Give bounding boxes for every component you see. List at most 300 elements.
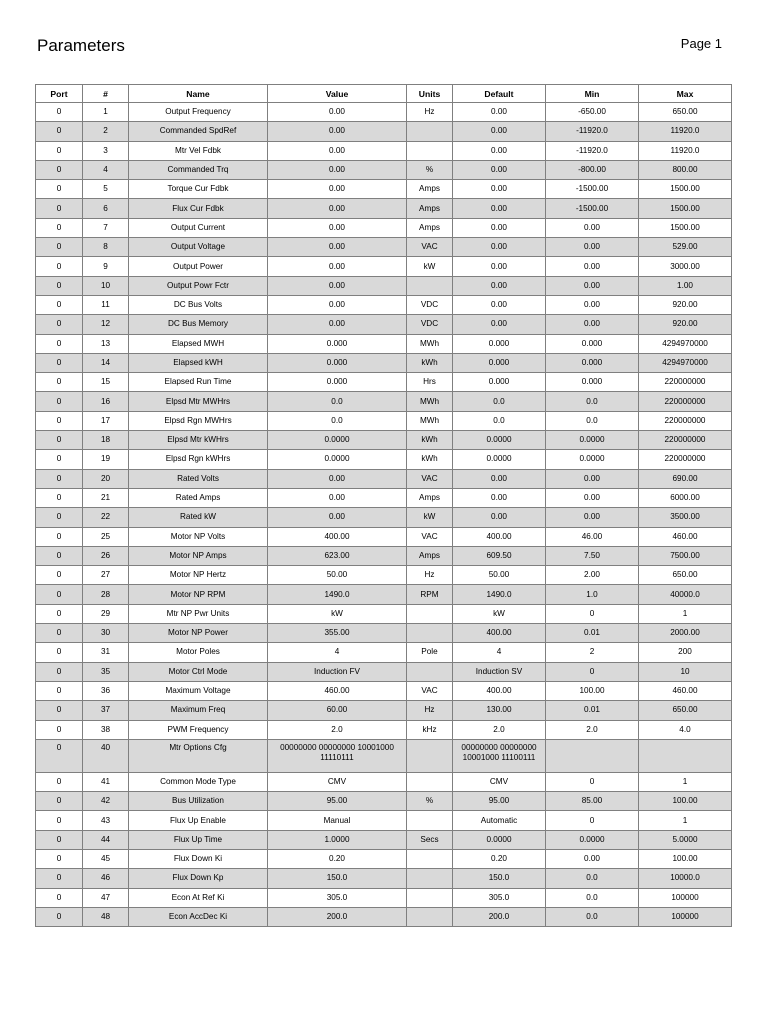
- cell-default: 0.00: [453, 469, 546, 488]
- cell-units: MWh: [407, 392, 453, 411]
- cell-min: 0.000: [546, 353, 639, 372]
- cell-max: 220000000: [639, 411, 732, 430]
- table-row: [36, 315, 732, 334]
- cell-min: 85.00: [546, 792, 639, 811]
- table-row: [36, 411, 732, 430]
- cell-value: 95.00: [268, 792, 407, 811]
- cell-port: 0: [36, 849, 83, 868]
- cell-port: 0: [36, 160, 83, 179]
- cell-value: 200.0: [268, 907, 407, 926]
- cell-min: 2: [546, 643, 639, 662]
- cell-default: 95.00: [453, 792, 546, 811]
- cell-units: kW: [407, 257, 453, 276]
- cell-name: Common Mode Type: [129, 772, 268, 791]
- cell-default: 0.00: [453, 122, 546, 141]
- cell-units: [407, 122, 453, 141]
- table-row: [36, 527, 732, 546]
- cell-default: 00000000 00000000 10001000 11100111: [453, 739, 546, 772]
- table-row: [36, 450, 732, 469]
- cell-number: 36: [83, 681, 129, 700]
- cell-port: 0: [36, 888, 83, 907]
- cell-name: Elapsed MWH: [129, 334, 268, 353]
- cell-max: 4.0: [639, 720, 732, 739]
- cell-units: kW: [407, 508, 453, 527]
- cell-number: 25: [83, 527, 129, 546]
- table-header-row: [36, 85, 732, 103]
- cell-min: 0.0: [546, 411, 639, 430]
- table-row: [36, 276, 732, 295]
- cell-units: Amps: [407, 488, 453, 507]
- cell-default: 0.000: [453, 373, 546, 392]
- page-title: Parameters: [37, 36, 125, 55]
- cell-name: Motor NP RPM: [129, 585, 268, 604]
- cell-units: kWh: [407, 353, 453, 372]
- cell-name: Elpsd Rgn kWHrs: [129, 450, 268, 469]
- cell-max: 11920.0: [639, 122, 732, 141]
- cell-max: 690.00: [639, 469, 732, 488]
- cell-port: 0: [36, 392, 83, 411]
- cell-value: kW: [268, 604, 407, 623]
- cell-port: 0: [36, 488, 83, 507]
- cell-default: 400.00: [453, 527, 546, 546]
- cell-port: 0: [36, 199, 83, 218]
- cell-min: 0.000: [546, 373, 639, 392]
- cell-value: 305.0: [268, 888, 407, 907]
- cell-default: 0.0000: [453, 431, 546, 450]
- cell-default: 0.00: [453, 315, 546, 334]
- cell-port: 0: [36, 624, 83, 643]
- cell-default: 0.0: [453, 411, 546, 430]
- cell-min: 0.000: [546, 334, 639, 353]
- cell-max: 800.00: [639, 160, 732, 179]
- cell-value: 0.00: [268, 295, 407, 314]
- table-row: [36, 907, 732, 926]
- table-row: [36, 888, 732, 907]
- cell-max: 220000000: [639, 392, 732, 411]
- cell-units: VAC: [407, 681, 453, 700]
- cell-port: 0: [36, 373, 83, 392]
- cell-number: 12: [83, 315, 129, 334]
- cell-name: Flux Up Time: [129, 830, 268, 849]
- cell-value: 623.00: [268, 546, 407, 565]
- cell-name: DC Bus Memory: [129, 315, 268, 334]
- cell-default: 0.20: [453, 849, 546, 868]
- cell-name: Output Voltage: [129, 238, 268, 257]
- cell-name: Flux Down Kp: [129, 869, 268, 888]
- table-row: [36, 624, 732, 643]
- table-row: [36, 604, 732, 623]
- cell-units: Hz: [407, 103, 453, 122]
- cell-name: Commanded SpdRef: [129, 122, 268, 141]
- table-row: [36, 238, 732, 257]
- cell-units: [407, 604, 453, 623]
- cell-number: 43: [83, 811, 129, 830]
- cell-number: 15: [83, 373, 129, 392]
- cell-value: 1490.0: [268, 585, 407, 604]
- cell-units: [407, 141, 453, 160]
- cell-default: 0.00: [453, 276, 546, 295]
- table-row: [36, 662, 732, 681]
- cell-name: Econ AccDec Ki: [129, 907, 268, 926]
- cell-max: 4294970000: [639, 353, 732, 372]
- cell-max: 7500.00: [639, 546, 732, 565]
- cell-units: [407, 772, 453, 791]
- cell-max: 529.00: [639, 238, 732, 257]
- cell-number: 40: [83, 739, 129, 772]
- cell-port: 0: [36, 141, 83, 160]
- column-header-min: Min: [546, 85, 639, 103]
- parameters-table: [35, 84, 732, 927]
- cell-min: 0.00: [546, 257, 639, 276]
- cell-max: 100000: [639, 907, 732, 926]
- cell-max: 650.00: [639, 701, 732, 720]
- table-row: [36, 830, 732, 849]
- table-row: [36, 103, 732, 122]
- cell-value: 0.00: [268, 508, 407, 527]
- cell-max: 1500.00: [639, 218, 732, 237]
- table-row: [36, 811, 732, 830]
- cell-value: 0.0000: [268, 431, 407, 450]
- cell-value: 0.0: [268, 392, 407, 411]
- column-header-max: Max: [639, 85, 732, 103]
- cell-number: 17: [83, 411, 129, 430]
- cell-number: 21: [83, 488, 129, 507]
- cell-name: Rated kW: [129, 508, 268, 527]
- cell-name: DC Bus Volts: [129, 295, 268, 314]
- cell-max: 460.00: [639, 527, 732, 546]
- cell-min: 0.0: [546, 907, 639, 926]
- cell-value: 0.00: [268, 141, 407, 160]
- cell-units: [407, 907, 453, 926]
- cell-default: 0.00: [453, 160, 546, 179]
- cell-default: kW: [453, 604, 546, 623]
- cell-default: 1490.0: [453, 585, 546, 604]
- cell-units: kHz: [407, 720, 453, 739]
- cell-units: MWh: [407, 411, 453, 430]
- cell-port: 0: [36, 792, 83, 811]
- cell-name: Output Power: [129, 257, 268, 276]
- cell-min: 0.0: [546, 392, 639, 411]
- cell-value: CMV: [268, 772, 407, 791]
- cell-port: 0: [36, 218, 83, 237]
- cell-number: 16: [83, 392, 129, 411]
- column-header-value: Value: [268, 85, 407, 103]
- cell-port: 0: [36, 238, 83, 257]
- cell-number: 30: [83, 624, 129, 643]
- cell-port: 0: [36, 604, 83, 623]
- cell-units: Hrs: [407, 373, 453, 392]
- table-body: [36, 103, 732, 927]
- cell-number: 11: [83, 295, 129, 314]
- cell-number: 4: [83, 160, 129, 179]
- cell-port: 0: [36, 566, 83, 585]
- table-row: [36, 739, 732, 772]
- cell-value: 00000000 00000000 10001000 11110111: [268, 739, 407, 772]
- page-number: Page 1: [680, 36, 722, 51]
- cell-default: 200.0: [453, 907, 546, 926]
- cell-port: 0: [36, 720, 83, 739]
- cell-value: 0.000: [268, 353, 407, 372]
- cell-port: 0: [36, 334, 83, 353]
- cell-value: 0.00: [268, 276, 407, 295]
- cell-max: 5.0000: [639, 830, 732, 849]
- cell-units: [407, 739, 453, 772]
- cell-max: 1: [639, 604, 732, 623]
- cell-default: 0.00: [453, 508, 546, 527]
- cell-units: kWh: [407, 450, 453, 469]
- cell-name: Elapsed Run Time: [129, 373, 268, 392]
- cell-value: Induction FV: [268, 662, 407, 681]
- column-header-default: Default: [453, 85, 546, 103]
- cell-min: 0.0: [546, 869, 639, 888]
- cell-units: VDC: [407, 315, 453, 334]
- cell-default: 50.00: [453, 566, 546, 585]
- cell-units: Hz: [407, 566, 453, 585]
- cell-default: 0.0: [453, 392, 546, 411]
- cell-number: 22: [83, 508, 129, 527]
- cell-min: 0.01: [546, 701, 639, 720]
- cell-name: Rated Amps: [129, 488, 268, 507]
- cell-min: 0.00: [546, 508, 639, 527]
- cell-units: Pole: [407, 643, 453, 662]
- table-row: [36, 392, 732, 411]
- cell-units: MWh: [407, 334, 453, 353]
- cell-min: 0.0000: [546, 431, 639, 450]
- table-row: [36, 353, 732, 372]
- cell-max: 220000000: [639, 373, 732, 392]
- cell-port: 0: [36, 450, 83, 469]
- cell-units: RPM: [407, 585, 453, 604]
- cell-number: 26: [83, 546, 129, 565]
- cell-max: 650.00: [639, 566, 732, 585]
- cell-number: 27: [83, 566, 129, 585]
- column-header-name: Name: [129, 85, 268, 103]
- cell-max: 2000.00: [639, 624, 732, 643]
- cell-number: 46: [83, 869, 129, 888]
- cell-min: 0.0000: [546, 450, 639, 469]
- cell-port: 0: [36, 681, 83, 700]
- cell-name: Mtr NP Pwr Units: [129, 604, 268, 623]
- cell-port: 0: [36, 508, 83, 527]
- cell-name: Flux Up Enable: [129, 811, 268, 830]
- cell-value: 0.00: [268, 122, 407, 141]
- cell-port: 0: [36, 103, 83, 122]
- cell-default: 0.00: [453, 238, 546, 257]
- cell-max: 100.00: [639, 849, 732, 868]
- cell-max: 11920.0: [639, 141, 732, 160]
- cell-min: -800.00: [546, 160, 639, 179]
- table-row: [36, 334, 732, 353]
- cell-number: 44: [83, 830, 129, 849]
- cell-default: 150.0: [453, 869, 546, 888]
- table-row: [36, 488, 732, 507]
- cell-max: 460.00: [639, 681, 732, 700]
- cell-number: 28: [83, 585, 129, 604]
- cell-number: 38: [83, 720, 129, 739]
- cell-units: VAC: [407, 238, 453, 257]
- cell-max: 920.00: [639, 315, 732, 334]
- cell-port: 0: [36, 739, 83, 772]
- cell-name: Maximum Freq: [129, 701, 268, 720]
- cell-port: 0: [36, 772, 83, 791]
- cell-units: [407, 276, 453, 295]
- cell-port: 0: [36, 122, 83, 141]
- cell-name: Elpsd Rgn MWHrs: [129, 411, 268, 430]
- cell-name: Flux Down Ki: [129, 849, 268, 868]
- cell-name: Elapsed kWH: [129, 353, 268, 372]
- cell-default: 0.00: [453, 295, 546, 314]
- cell-name: Motor NP Volts: [129, 527, 268, 546]
- cell-number: 5: [83, 180, 129, 199]
- table-row: [36, 701, 732, 720]
- cell-name: Econ At Ref Ki: [129, 888, 268, 907]
- cell-units: [407, 662, 453, 681]
- cell-number: 31: [83, 643, 129, 662]
- cell-units: VAC: [407, 469, 453, 488]
- cell-name: Motor NP Power: [129, 624, 268, 643]
- cell-port: 0: [36, 907, 83, 926]
- cell-value: 0.0000: [268, 450, 407, 469]
- cell-min: -1500.00: [546, 180, 639, 199]
- cell-port: 0: [36, 469, 83, 488]
- cell-value: 50.00: [268, 566, 407, 585]
- cell-max: 220000000: [639, 431, 732, 450]
- cell-units: Amps: [407, 199, 453, 218]
- cell-default: 0.000: [453, 353, 546, 372]
- cell-number: 20: [83, 469, 129, 488]
- cell-default: Induction SV: [453, 662, 546, 681]
- cell-value: 1.0000: [268, 830, 407, 849]
- cell-number: 3: [83, 141, 129, 160]
- cell-number: 45: [83, 849, 129, 868]
- cell-value: 0.20: [268, 849, 407, 868]
- cell-number: 2: [83, 122, 129, 141]
- cell-name: Torque Cur Fdbk: [129, 180, 268, 199]
- cell-port: 0: [36, 411, 83, 430]
- cell-name: Bus Utilization: [129, 792, 268, 811]
- cell-port: 0: [36, 869, 83, 888]
- cell-name: Output Powr Fctr: [129, 276, 268, 295]
- cell-min: 0: [546, 604, 639, 623]
- cell-port: 0: [36, 257, 83, 276]
- cell-min: 0.00: [546, 276, 639, 295]
- cell-name: Motor NP Hertz: [129, 566, 268, 585]
- cell-max: 40000.0: [639, 585, 732, 604]
- cell-max: 200: [639, 643, 732, 662]
- cell-value: 0.00: [268, 218, 407, 237]
- cell-value: 0.00: [268, 257, 407, 276]
- cell-max: 220000000: [639, 450, 732, 469]
- cell-port: 0: [36, 830, 83, 849]
- cell-max: 100000: [639, 888, 732, 907]
- table-row: [36, 257, 732, 276]
- cell-number: 37: [83, 701, 129, 720]
- cell-min: 0.00: [546, 469, 639, 488]
- cell-port: 0: [36, 527, 83, 546]
- cell-default: 400.00: [453, 681, 546, 700]
- cell-value: 0.00: [268, 238, 407, 257]
- cell-default: 0.0000: [453, 450, 546, 469]
- cell-value: 0.00: [268, 103, 407, 122]
- cell-name: Elpsd Mtr MWHrs: [129, 392, 268, 411]
- cell-max: 10000.0: [639, 869, 732, 888]
- table-row: [36, 122, 732, 141]
- cell-name: Output Current: [129, 218, 268, 237]
- cell-min: -650.00: [546, 103, 639, 122]
- cell-max: 10: [639, 662, 732, 681]
- cell-min: 0.00: [546, 315, 639, 334]
- cell-number: 9: [83, 257, 129, 276]
- cell-value: 460.00: [268, 681, 407, 700]
- cell-name: Motor Ctrl Mode: [129, 662, 268, 681]
- cell-units: [407, 869, 453, 888]
- cell-number: 29: [83, 604, 129, 623]
- cell-default: 0.00: [453, 103, 546, 122]
- cell-min: 0: [546, 811, 639, 830]
- cell-port: 0: [36, 546, 83, 565]
- column-header-number: #: [83, 85, 129, 103]
- cell-value: 0.00: [268, 488, 407, 507]
- cell-port: 0: [36, 180, 83, 199]
- cell-value: 0.0: [268, 411, 407, 430]
- cell-number: 42: [83, 792, 129, 811]
- cell-min: 2.0: [546, 720, 639, 739]
- cell-number: 41: [83, 772, 129, 791]
- table-row: [36, 141, 732, 160]
- cell-max: 1: [639, 811, 732, 830]
- cell-min: 0.00: [546, 218, 639, 237]
- cell-default: 4: [453, 643, 546, 662]
- table-row: [36, 546, 732, 565]
- table-row: [36, 180, 732, 199]
- cell-units: [407, 811, 453, 830]
- cell-name: Mtr Options Cfg: [129, 739, 268, 772]
- cell-max: 3000.00: [639, 257, 732, 276]
- column-header-units: Units: [407, 85, 453, 103]
- cell-name: Output Frequency: [129, 103, 268, 122]
- cell-name: Motor Poles: [129, 643, 268, 662]
- cell-value: 2.0: [268, 720, 407, 739]
- table-row: [36, 199, 732, 218]
- cell-default: Automatic: [453, 811, 546, 830]
- cell-min: -11920.0: [546, 141, 639, 160]
- cell-number: 19: [83, 450, 129, 469]
- cell-port: 0: [36, 315, 83, 334]
- cell-default: 0.0000: [453, 830, 546, 849]
- cell-port: 0: [36, 811, 83, 830]
- cell-number: 13: [83, 334, 129, 353]
- cell-default: 0.00: [453, 488, 546, 507]
- cell-min: [546, 739, 639, 772]
- cell-max: 1500.00: [639, 180, 732, 199]
- cell-value: 0.00: [268, 199, 407, 218]
- cell-default: 0.00: [453, 141, 546, 160]
- cell-min: 2.00: [546, 566, 639, 585]
- cell-units: Amps: [407, 218, 453, 237]
- cell-number: 18: [83, 431, 129, 450]
- cell-max: 3500.00: [639, 508, 732, 527]
- cell-value: 0.000: [268, 373, 407, 392]
- cell-min: -11920.0: [546, 122, 639, 141]
- cell-units: VDC: [407, 295, 453, 314]
- cell-value: 0.000: [268, 334, 407, 353]
- cell-units: Secs: [407, 830, 453, 849]
- table-row: [36, 869, 732, 888]
- cell-value: 355.00: [268, 624, 407, 643]
- cell-max: 650.00: [639, 103, 732, 122]
- cell-default: 0.00: [453, 199, 546, 218]
- cell-default: 0.00: [453, 180, 546, 199]
